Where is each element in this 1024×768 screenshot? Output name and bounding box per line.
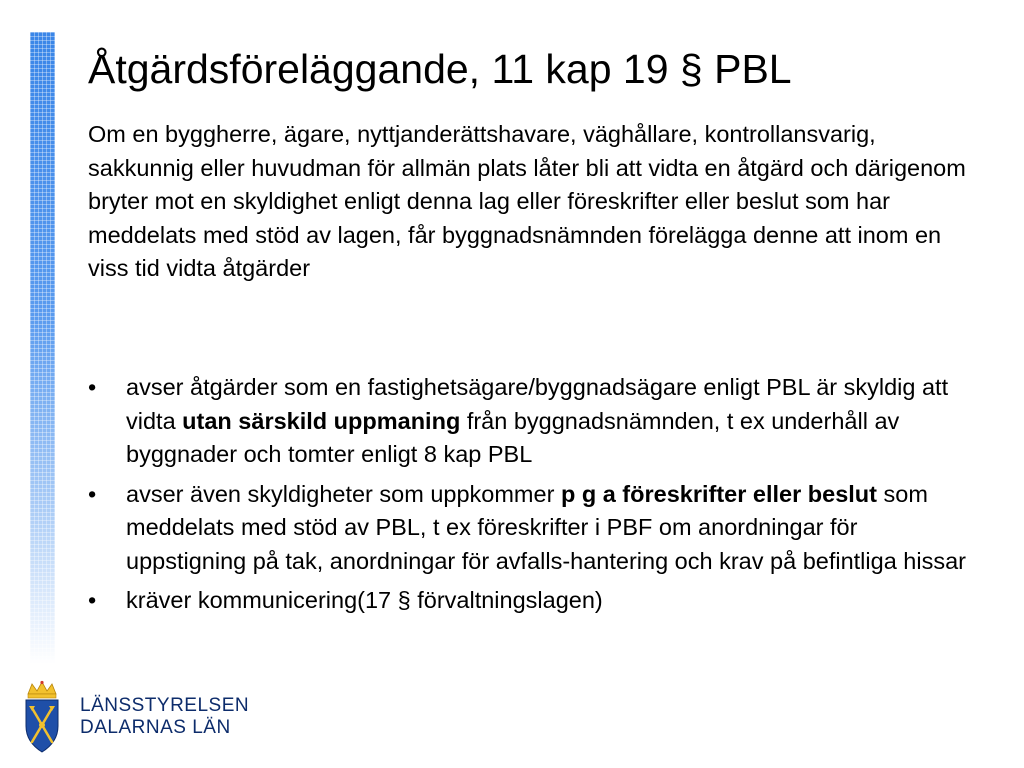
bullet-text: som meddelats med stöd av PBL, t ex föreskrifter i PBF om anordningar för uppstigning på tak, anordningar för avfalls-hantering och krav på befintliga hissar bbox=[126, 480, 966, 574]
bullet-marker: • bbox=[88, 587, 97, 613]
bullet-text: från byggnadsnämnden, t ex underhåll av byggnader och tomter enligt 8 kap PBL bbox=[126, 407, 900, 467]
bullet-bold-text: p g a föreskrifter eller beslut bbox=[560, 480, 877, 507]
bullet-item bbox=[88, 584, 978, 618]
bullet-text: avser åtgärder som en fastighetsägare/byggnadsägare enligt PBL är skyldig att vidta bbox=[126, 374, 949, 434]
intro-paragraph: Om en byggherre, ägare, nyttjanderättshavare, väghållare, kontrollansvarig, sakkunnig eller huvudman för allmän plats låter bli att vidta en åtgärd och därigenom bryter mot en skyldighet enligt denna lag eller föreskrifter eller beslut som har meddelats med stöd av lagen, får byggnadsnämnden förelägga denne att inom en viss tid vidta åtgärder bbox=[88, 121, 966, 281]
slide-title: Åtgärdsföreläggande, 11 kap 19 § PBL bbox=[88, 46, 792, 92]
logo-line-2: DALARNAS LÄN bbox=[80, 717, 231, 738]
bullet-marker: • bbox=[88, 480, 97, 507]
accent-bar bbox=[30, 32, 55, 664]
bullet-text: avser även skyldigheter som uppkommer bbox=[126, 480, 561, 507]
bullet-text: kräver kommunicering(17 § förvaltningslagen) bbox=[126, 587, 603, 613]
bullet-item bbox=[88, 371, 978, 472]
logo-text bbox=[80, 695, 249, 739]
coat-of-arms-icon bbox=[20, 680, 64, 758]
logo-line-1: LÄNSSTYRELSEN bbox=[80, 695, 250, 716]
bullet-bold-text: utan särskild uppmaning bbox=[182, 407, 461, 434]
bullet-marker: • bbox=[88, 374, 97, 400]
bullet-list bbox=[88, 371, 978, 624]
bullet-item bbox=[88, 478, 978, 579]
lansstyrelsen-logo bbox=[20, 680, 250, 760]
